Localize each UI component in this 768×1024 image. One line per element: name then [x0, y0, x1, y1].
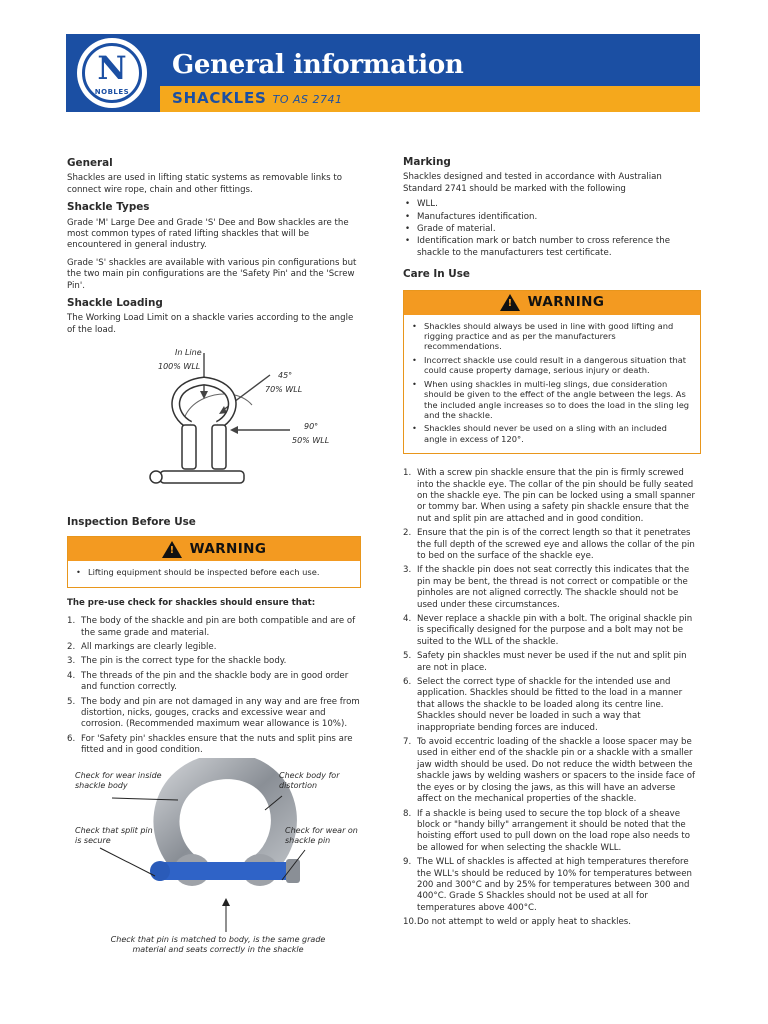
care-item — [403, 528, 701, 562]
care-warning-list — [410, 321, 692, 444]
marking-item: • Identification mark or batch number to cross reference the shackle to the manufacturers test certificate. — [403, 236, 701, 259]
warning-item: • Shackles should never be used on a sling with an included angle in excess of 120°. — [410, 423, 692, 444]
right-column — [403, 157, 701, 932]
care-item — [403, 614, 701, 648]
list-text: The pin is the correct type for the shackle body. — [81, 656, 287, 667]
warning-item: • Lifting equipment should be inspected before each use. — [74, 567, 352, 577]
pre-use-item — [67, 642, 361, 653]
shackle-pin — [160, 471, 244, 483]
list-text: If a shackle is being used to secure the top block of a sheave block or "handy billy" arrangement it should be noted that the hoisting effort used to pull down on the load rope also needs to be allowed for when selecting the shackle WLL. — [417, 808, 691, 853]
care-item — [403, 737, 701, 805]
subtitle-main: SHACKLES — [172, 89, 267, 107]
angle-45-percent: 70% WLL — [265, 385, 303, 394]
care-item — [403, 468, 701, 525]
list-text: Select the correct type of shackle for the intended use and application. Shackles should be fitted to the load in a manner that allows the shackle to be loaded along its centre line. Shackles should never be loaded in such a way that inappropriate bending forces are induced. — [417, 677, 683, 733]
shackle-loading-heading: Shackle Loading — [67, 297, 163, 310]
list-text: The body of the shackle and pin are both compatible and are of the same grade and material. — [81, 616, 356, 638]
pre-use-item — [67, 734, 361, 757]
list-text: The threads of the pin and the shackle body are in good order and function correctly. — [81, 670, 349, 693]
marking-list — [403, 199, 701, 259]
list-text: Ensure that the pin is of the correct length so that it penetrates the full depth of the screwed eye and allows the collar of the pin to bed on the surface of the shackle eye. — [417, 528, 695, 561]
care-item — [403, 677, 701, 734]
care-item — [403, 809, 701, 855]
leader-distortion — [265, 796, 282, 810]
inspection-warning-box — [67, 536, 361, 587]
page-subtitle — [172, 89, 342, 107]
inspection-heading: Inspection Before Use — [67, 516, 196, 528]
shackle-pin-head — [150, 471, 162, 483]
pre-use-item — [67, 656, 361, 667]
leader-split-pin — [100, 848, 155, 876]
list-number: 7. — [403, 737, 412, 748]
left-column — [67, 158, 359, 342]
list-text: With a screw pin shackle ensure that the pin is firmly screwed into the shackle eye. The collar of the pin should be fully seated on the shackle eye. The pin can be locked using a small spanner or tommy bar. When using a safety pin shackle ensure that the nut and split pin are attached and in good condition. — [417, 468, 696, 524]
care-in-use-list — [403, 468, 701, 928]
nobles-logo — [66, 34, 158, 112]
list-text: Do not attempt to weld or apply heat to shackles. — [417, 917, 632, 928]
pre-use-item — [67, 697, 361, 731]
shackle-loading-text: The Working Load Limit on a shackle varies according to the angle of the load. — [67, 313, 354, 335]
care-item — [403, 857, 701, 914]
marking-heading: Marking — [403, 156, 451, 168]
pre-use-item — [67, 616, 361, 639]
list-number: 3. — [67, 656, 76, 667]
list-number: 6. — [67, 733, 76, 744]
inspection-warning-body — [68, 561, 360, 586]
in-line-label: In Line — [175, 348, 202, 357]
list-text: Safety pin shackles must never be used if the nut and split pin are not in place. — [417, 651, 687, 673]
list-text: To avoid eccentric loading of the shackle a loose spacer may be used in either end of the shackle pin or a shackle with a smaller jaw width should be used. Do not reduce the width between the shackle jaws by welding washers or spacers to the inside face of the eyes or by closing the jaws, as this will have an adverse affect on the mechanical properties of the shackle. — [417, 737, 696, 805]
list-number: 2. — [403, 528, 412, 539]
label-distortion: Check body for distortion — [279, 771, 340, 790]
warning-item: • Incorrect shackle use could result in a dangerous situation that could cause property damage, serious injury or death. — [410, 355, 692, 376]
label-wear-pin: Check for wear on shackle pin — [285, 826, 358, 845]
care-warning-bar — [404, 291, 700, 315]
pre-use-heading: The pre-use check for shackles should ensure that: — [67, 597, 316, 608]
angle-90-percent: 50% WLL — [292, 436, 330, 445]
warning-item: • Shackles should always be used in line with good lifting and rigging practice and as per the manufacturers recommendations. — [410, 321, 692, 352]
marking-item: • WLL. — [403, 199, 701, 210]
list-number: 9. — [403, 857, 412, 868]
in-line-arrowhead — [200, 391, 208, 399]
inspection-warning-list — [74, 567, 352, 577]
general-text: Shackles are used in lifting static systems as removable links to connect wire rope, chain and other fittings. — [67, 173, 342, 195]
list-number: 4. — [67, 670, 76, 681]
care-item — [403, 651, 701, 674]
marking-text: Shackles designed and tested in accordance with Australian Standard 2741 should be marked with the following — [403, 172, 662, 194]
list-number: 8. — [403, 808, 412, 819]
list-text: Never replace a shackle pin with a bolt. The original shackle pin is specifically designed for the purpose and a bolt may not be suited to the WLL of the shackle. — [417, 614, 693, 647]
care-warning-box — [403, 290, 701, 454]
list-text: All markings are clearly legible. — [81, 642, 217, 653]
pre-use-list — [67, 616, 361, 756]
list-number: 6. — [403, 677, 412, 688]
warning-label: WARNING — [189, 540, 267, 557]
angle-90-label: 90° — [304, 422, 319, 431]
list-number: 4. — [403, 614, 412, 624]
leader-wear-inside — [112, 798, 178, 800]
shackle-right-leg — [212, 425, 226, 469]
angle-45-label: 45° — [278, 371, 293, 380]
label-pin-matched: Check that pin is matched to body, is the same grade material and seats correctly in the shackle — [110, 935, 326, 954]
warning-label: WARNING — [527, 293, 605, 310]
shackle-types-text-1: Grade 'M' Large Dee and Grade 'S' Dee and Bow shackles are the most common types of rated lifting shackles that will be encountered in general industry. — [67, 217, 349, 251]
label-split-pin: Check that split pin is secure — [75, 826, 153, 845]
list-number: 3. — [403, 565, 412, 576]
shackle-types-heading: Shackle Types — [67, 201, 150, 214]
photo-leaders — [60, 770, 370, 940]
care-in-use-heading: Care In Use — [403, 268, 470, 281]
list-text: If the shackle pin does not seat correctly this indicates that the pin may be bent, the thread is not correct or compatible or the pinholes are not aligned correctly. The shackle should not be used under these circumstances. — [417, 565, 690, 610]
care-item — [403, 565, 701, 611]
care-item — [403, 917, 701, 928]
inspection-warning-bar — [68, 537, 360, 561]
angle-90-arrowhead — [230, 426, 238, 434]
inspection-section — [67, 517, 361, 760]
list-text: For 'Safety pin' shackles ensure that the nuts and split pins are fitted and in good condition. — [81, 733, 353, 756]
care-warning-body — [404, 315, 700, 453]
list-number: 1. — [67, 616, 76, 627]
logo-letter: N — [97, 49, 127, 87]
warning-triangle-icon: ! — [162, 541, 182, 558]
list-text: The body and pin are not damaged in any way and are free from distortion, nicks, gouges, cracks and excessive wear and corrosion. (Recommended maximum wear allowance is 10%). — [81, 696, 360, 730]
list-number: 5. — [67, 696, 76, 707]
leader-wear-pin — [282, 850, 305, 880]
logo-circle — [77, 38, 147, 108]
list-number: 2. — [67, 642, 76, 653]
list-text: The WLL of shackles is affected at high temperatures therefore the WLL's should be reduced by 10% for temperatures between 200 and 300°C and by 25% for temperatures between 300 and 400°C. Grade S Shackles should not be used at all for temperatures above 400°C. — [417, 857, 692, 913]
logo-text: NOBLES — [94, 88, 130, 96]
page-title: General information — [172, 50, 464, 80]
label-wear-inside: Check for wear inside shackle body — [75, 771, 162, 790]
marking-item: • Grade of material. — [403, 224, 701, 235]
marking-item: • Manufactures identification. — [403, 212, 701, 223]
leader-bottom-arrowhead — [222, 898, 230, 906]
warning-triangle-icon: ! — [500, 294, 520, 311]
warning-item: • When using shackles in multi-leg slings, due consideration should be given to the effect of the angle between the legs. As the included angle increases so to does the load in the sling leg and the shackle. — [410, 379, 692, 421]
subtitle-standard: TO AS 2741 — [272, 93, 343, 106]
pre-use-item — [67, 671, 361, 694]
in-line-percent: 100% WLL — [158, 362, 201, 371]
general-heading: General — [67, 157, 113, 169]
list-number: 5. — [403, 651, 412, 662]
list-number: 10. — [403, 917, 417, 928]
shackle-types-text-2: Grade 'S' shackles are available with various pin configurations but the two main pin configurations are the 'Safety Pin' and the 'Screw Pin'. — [67, 257, 357, 291]
list-number: 1. — [403, 468, 412, 479]
shackle-left-leg — [182, 425, 196, 469]
